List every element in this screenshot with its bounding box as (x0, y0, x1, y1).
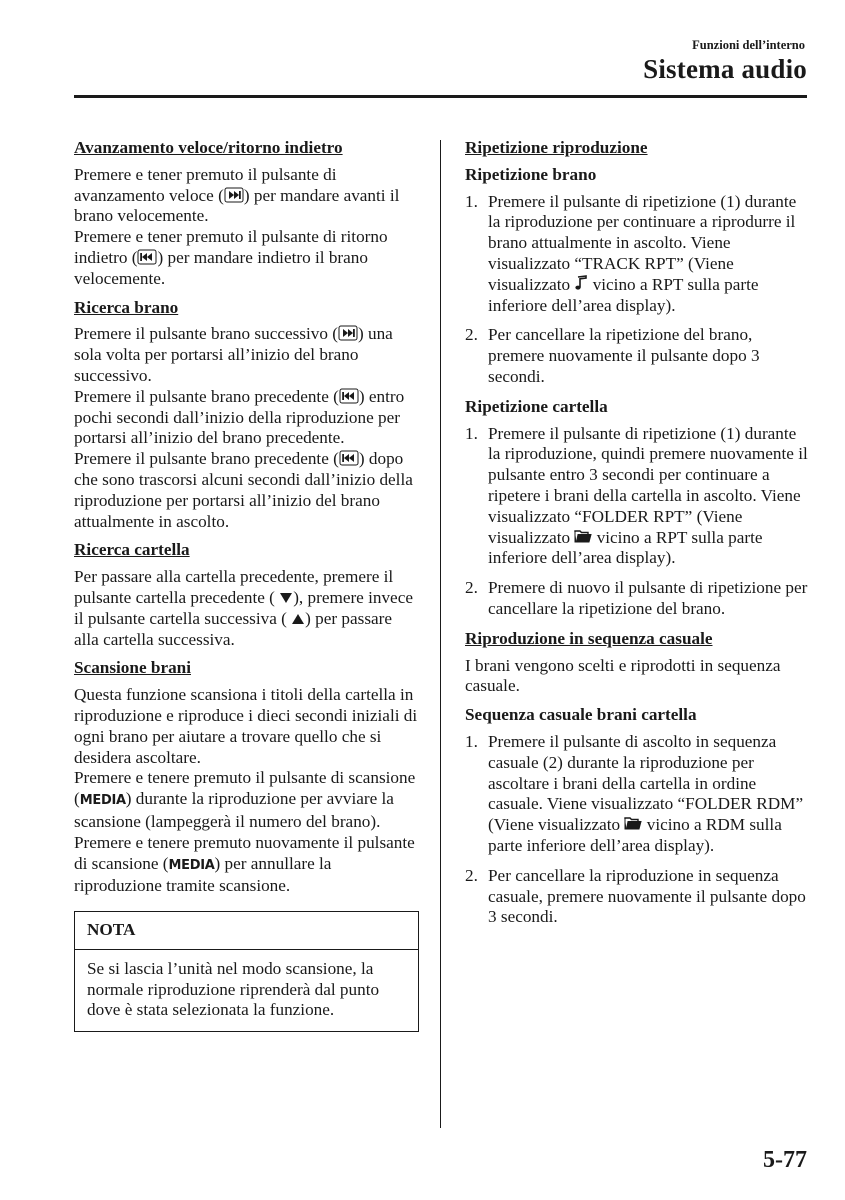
running-header-section: Funzioni dell’interno (692, 38, 805, 52)
note-title: NOTA (75, 912, 418, 950)
folder-icon (624, 816, 642, 831)
header-rule (74, 95, 807, 98)
scan-paragraph-2: Premere e tenere premuto il pulsante di scansione (MEDIA) durante la riproduzione per avviare la scansione (lampeggerà il numero del brano). Premere e tenere premuto nuovamente il pulsante di scansione (MEDIA) per annullare la riproduzione tramite scansione. (74, 768, 416, 896)
list-item: 1. Premere il pulsante di ripetizione (1) durante la riproduzione per continuare a riprodurre il brano attualmente in ascolto. Viene visualizzato “TRACK RPT” (Viene visualizzato vicino a RPT sulla parte inferiore dell’area display). (465, 191, 797, 315)
heading-track-scan: Scansione brani (74, 658, 191, 678)
folder-paragraph: Per passare alla cartella precedente, premere il pulsante cartella precedente ( ), premere invece il pulsante cartella successiva ( ) per passare alla cartella successiva. (74, 567, 413, 649)
folder-icon (574, 529, 592, 544)
list-item: 2. Per cancellare la riproduzione in sequenza casuale, premere nuovamente il pulsante dopo 3 secondi. (465, 865, 806, 927)
music-note-icon (574, 275, 588, 291)
folder-repeat-steps (465, 424, 810, 620)
page-title: Sistema audio (643, 54, 807, 84)
left-column (74, 138, 419, 1032)
next-track-icon (338, 325, 358, 341)
ff-paragraph: Premere e tener premuto il pulsante di avanzamento veloce ( ) per mandare avanti il brano velocemente. (74, 164, 400, 226)
prev-track-icon (339, 388, 359, 404)
triangle-up-icon (291, 613, 305, 625)
track-paragraph-3: Premere il pulsante brano precedente ( ) dopo che sono trascorsi alcuni secondi dall’inizio della riproduzione per portarsi all’inizio del brano attualmente in ascolto. (74, 449, 413, 531)
heading-random-playback: Riproduzione in sequenza casuale (465, 628, 713, 648)
media-button-icon: MEDIA (168, 857, 215, 873)
track-repeat-steps (465, 192, 810, 388)
triangle-down-icon (279, 592, 293, 604)
prev-track-icon (339, 450, 359, 466)
page-number: 5-77 (763, 1147, 807, 1173)
heading-folder-repeat: Ripetizione cartella (465, 396, 608, 416)
list-item: 2. Per cancellare la ripetizione del brano, premere nuovamente il pulsante dopo 3 secondi. (465, 325, 760, 386)
column-divider (440, 140, 441, 1128)
heading-folder-random: Sequenza casuale brani cartella (465, 705, 697, 725)
scan-paragraph-1: Questa funzione scansiona i titoli della cartella in riproduzione e riproduce i dieci secondi iniziali di ogni brano per aiutare a trovare quello che si desidera ascoltare. (74, 685, 418, 767)
note-text: Se si lascia l’unità nel modo scansione, la normale riproduzione riprenderà dal punto dove è stata selezionata la funzione. (87, 958, 380, 1020)
media-button-icon: MEDIA (79, 793, 126, 809)
prev-track-icon (137, 249, 157, 265)
note-box (74, 911, 419, 1032)
right-column (465, 138, 810, 937)
next-track-icon (224, 187, 244, 203)
random-paragraph: I brani vengono scelti e riprodotti in sequenza casuale. (465, 655, 781, 696)
rewind-paragraph: Premere e tener premuto il pulsante di ritorno indietro ( ) per mandare indietro il brano velocemente. (74, 227, 388, 288)
heading-track-repeat: Ripetizione brano (465, 164, 597, 184)
list-item: 2. Premere di nuovo il pulsante di ripetizione per cancellare la ripetizione del brano. (465, 578, 808, 618)
heading-folder-search: Ricerca cartella (74, 540, 190, 560)
heading-track-search: Ricerca brano (74, 297, 179, 317)
track-paragraph-1: Premere il pulsante brano successivo ( ) una sola volta per portarsi all’inizio del brano successivo. (74, 324, 393, 385)
list-item: 1. Premere il pulsante di ascolto in sequenza casuale (2) durante la riproduzione per ascoltare i brani della cartella in ordine casuale. Viene visualizzato “FOLDER RDM” (Viene visualizzato vicino a RDM sulla parte inferiore dell’area display). (465, 731, 804, 855)
list-item: 1. Premere il pulsante di ripetizione (1) durante la riproduzione, quindi premere nuovamente il pulsante entro 3 secondi per continuare a ripetere i brani della cartella in ascolto. Viene visualizzato “FOLDER RPT” (Viene visualizzato vicino a RPT sulla parte inferiore dell’area display). (465, 423, 808, 568)
track-paragraph-2: Premere il pulsante brano precedente ( ) entro pochi secondi dall’inizio della riproduzione per portarsi all’inizio del brano precedente. (74, 386, 405, 448)
heading-repeat-playback: Ripetizione riproduzione (465, 138, 648, 157)
random-steps (465, 732, 810, 928)
heading-fast-forward-rewind: Avanzamento veloce/ritorno indietro (74, 138, 343, 157)
